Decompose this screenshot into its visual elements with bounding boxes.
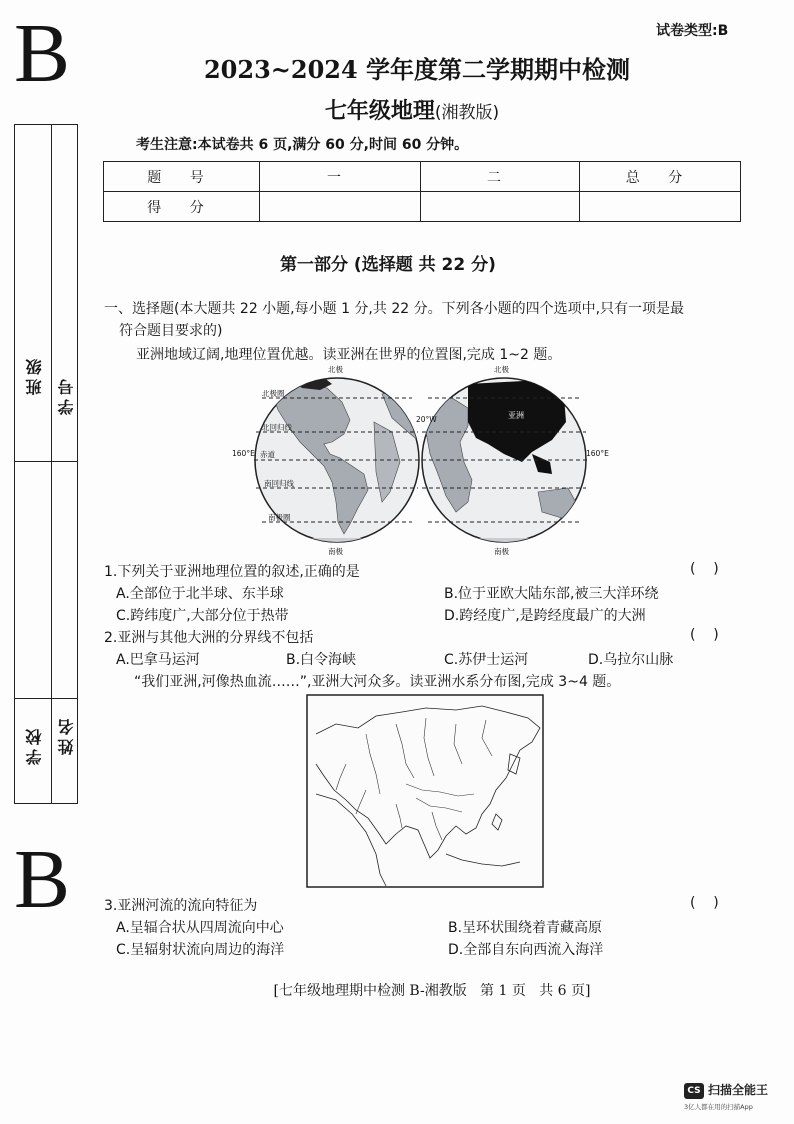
option-b: B.呈环状围绕着青藏高原: [448, 920, 603, 936]
option-b: B.白令海峡: [286, 652, 357, 668]
context-text-1: 亚洲地域辽阔,地理位置优越。读亚洲在世界的位置图,完成 1~2 题。: [136, 347, 562, 363]
part-title: 第一部分 (选择题 共 22 分): [280, 255, 496, 275]
score-header-item: 一: [260, 162, 421, 192]
student-number-label: 学号: [57, 375, 76, 415]
section-intro-line1: 一、选择题(本大题共 22 小题,每小题 1 分,共 22 分。下列各小题的四个选项中,只有一项是最: [104, 301, 685, 317]
scanner-brand: 扫描全能王: [708, 1083, 769, 1097]
option-a: A.呈辐合状从四周流向中心: [116, 920, 284, 936]
map-label-antarctic-circle: 南极圈: [268, 513, 291, 522]
score-cell[interactable]: [421, 192, 580, 222]
question-stem: 3.亚洲河流的流向特征为: [104, 898, 258, 914]
option-b: B.位于亚欧大陆东部,被三大洋环绕: [444, 586, 659, 602]
option-c: C.苏伊士运河: [444, 652, 529, 668]
map-label-160e: 160°E: [232, 449, 255, 458]
map-label-south-pole: 南极: [494, 547, 509, 556]
page-footer: [七年级地理期中检测 B-湘教版 第 1 页 共 6 页]: [273, 983, 591, 999]
map-label-20w: 20°W: [416, 415, 437, 424]
school-label: 学校: [25, 725, 44, 765]
asia-world-position-map: [232, 362, 612, 558]
name-label: 姓名: [57, 715, 76, 755]
map-label-160e: 160°E: [586, 449, 609, 458]
context-text-2: “我们亚洲,河像热血流……”,亚洲大河众多。读亚洲水系分布图,完成 3~4 题。: [134, 674, 621, 690]
paper-type-letter-top: B: [14, 7, 71, 100]
option-d: D.全部自东向西流入海洋: [448, 942, 604, 958]
exam-title: 2023~2024 学年度第二学期期中检测: [203, 55, 631, 84]
score-table: [103, 161, 741, 222]
score-header-item: 总 分: [580, 162, 741, 192]
exam-subtitle: [0, 94, 794, 125]
map-label-equator: 赤道: [260, 450, 275, 459]
option-d: D.乌拉尔山脉: [588, 652, 674, 668]
score-cell[interactable]: [260, 192, 421, 222]
exam-notice: 考生注意:本试卷共 6 页,满分 60 分,时间 60 分钟。: [136, 137, 469, 153]
option-c: C.跨纬度广,大部分位于热带: [116, 608, 289, 624]
paper-type-label: 试卷类型:B: [656, 23, 729, 39]
answer-blank[interactable]: ( ): [690, 561, 719, 577]
score-header-item: 题 号: [104, 162, 260, 192]
option-a: A.全部位于北半球、东半球: [116, 586, 284, 602]
map-label-tropic-of-cancer: 北回归线: [262, 423, 292, 432]
scanner-logo-icon: CS: [684, 1083, 704, 1099]
western-hemisphere: [255, 376, 420, 558]
answer-blank[interactable]: ( ): [690, 627, 719, 643]
asia-river-system-map: [306, 694, 544, 888]
map-label-arctic-circle: 北极圈: [262, 389, 285, 398]
map-label-asia: 亚洲: [508, 411, 524, 420]
scanner-tagline: 3亿人都在用的扫描App: [684, 1103, 753, 1111]
score-cell[interactable]: [580, 192, 741, 222]
question-stem: 2.亚洲与其他大洲的分界线不包括: [104, 630, 314, 646]
map-label-tropic-of-capricorn: 南回归线: [264, 479, 294, 488]
map-label-north-pole: 北极: [494, 365, 509, 374]
class-label: 班级: [25, 355, 44, 395]
subject-title: 七年级地理: [324, 99, 435, 124]
question-stem: 1.下列关于亚洲地理位置的叙述,正确的是: [104, 564, 360, 580]
score-header-item: 二: [421, 162, 580, 192]
map-label-north-pole: 北极: [328, 365, 343, 374]
map-label-south-pole: 南极: [328, 547, 343, 556]
edition-label: (湘教版): [434, 103, 500, 123]
answer-blank[interactable]: ( ): [690, 895, 719, 911]
section-intro-line2: 符合题目要求的): [119, 323, 223, 339]
option-c: C.呈辐射状流向周边的海洋: [116, 942, 285, 958]
score-row-label: 得 分: [104, 192, 260, 222]
paper-type-letter-bottom: B: [14, 833, 71, 926]
binding-info-box: [14, 124, 78, 804]
eastern-hemisphere: [422, 378, 586, 558]
option-a: A.巴拿马运河: [116, 652, 200, 668]
option-d: D.跨经度广,是跨经度最广的大洲: [444, 608, 646, 624]
